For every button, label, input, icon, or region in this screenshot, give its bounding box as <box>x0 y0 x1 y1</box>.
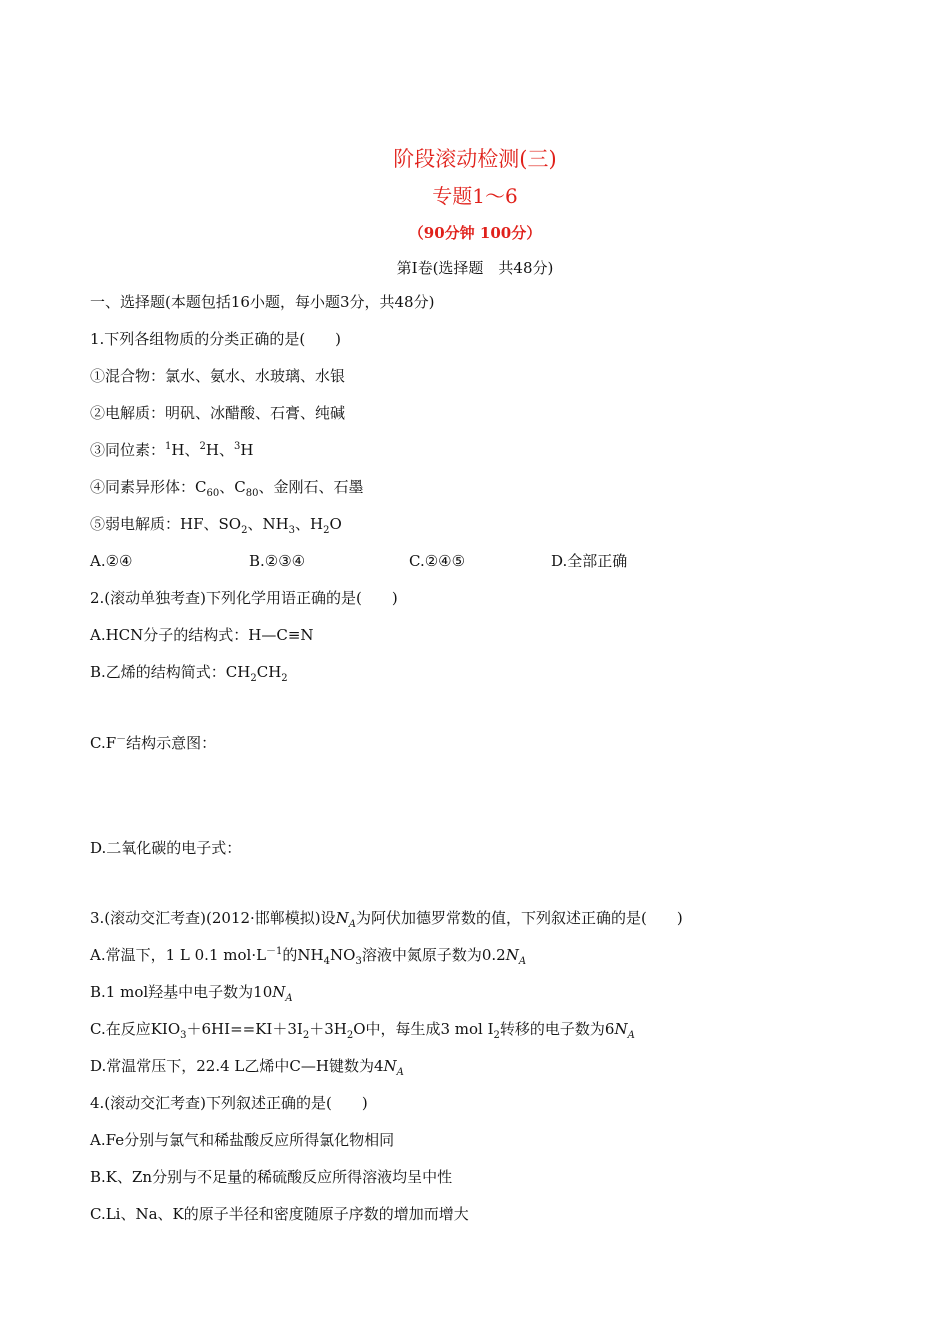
question-3-option-d: D.常温常压下，22.4 L乙烯中C—H键数为$4N_A$ <box>90 1057 404 1078</box>
question-2-option-d: D.二氧化碳的电子式： <box>90 839 242 857</box>
time-score: （90分钟 100分） <box>408 224 542 242</box>
question-1-item-3: ③同位素：$^1$H、$^2$H、$^3$H <box>90 441 254 459</box>
question-1-option-a: A.②④ <box>90 552 133 570</box>
question-2-option-c: C.F－结构示意图： <box>90 734 217 752</box>
question-3-option-c: C.在反应$KIO_3+6HI==KI+3I_2+3H_2O$中，每生成3 mol $I_2$转移的电子数为$6N_A$ <box>90 1020 635 1041</box>
question-1-item-2: ②电解质：明矾、冰醋酸、石膏、纯碱 <box>90 404 346 422</box>
question-1-item-4: ④同素异形体：$C_{60}$、$C_{80}$、金刚石、石墨 <box>90 478 364 499</box>
question-2-option-a: A.HCN分子的结构式：H—C≡N <box>90 626 314 644</box>
question-4-stem: 4.(滚动交汇考查)下列叙述正确的是( ) <box>90 1094 368 1112</box>
question-1-option-d: D.全部正确 <box>551 552 628 570</box>
question-3-option-b: B.1 mol羟基中电子数为$10N_A$ <box>90 983 293 1004</box>
question-1-item-5: ⑤弱电解质：HF、$SO_2$、$NH_3$、$H_2O$ <box>90 515 342 536</box>
question-3-option-a: A.常温下，1 L 0.1 $mol\cdot L^{-1}$的$NH_4NO_3$溶液中氮原子数为$0.2N_A$ <box>90 946 527 967</box>
question-3-stem: 3.(滚动交汇考查)(2012·邯郸模拟)设$N_A$为阿伏加德罗常数的值，下列叙述正确的是( ) <box>90 909 683 930</box>
page-subtitle: 专题1～6 <box>432 184 518 208</box>
question-4-option-b: B.K、Zn分别与不足量的稀硫酸反应所得溶液均呈中性 <box>90 1168 453 1186</box>
question-1-item-1: ①混合物：氯水、氨水、水玻璃、水银 <box>90 367 346 385</box>
question-4-option-c: C.Li、Na、K的原子半径和密度随原子序数的增加而增大 <box>90 1205 469 1223</box>
volume-heading: 第Ⅰ卷(选择题 共48分) <box>396 259 554 277</box>
question-4-option-a: A.Fe分别与氯气和稀盐酸反应所得氯化物相同 <box>90 1131 395 1149</box>
question-2-option-b: B.乙烯的结构简式：$CH_2CH_2$ <box>90 663 288 684</box>
section-heading: 一、选择题(本题包括16小题，每小题3分，共48分) <box>90 293 435 311</box>
question-1-stem: 1.下列各组物质的分类正确的是( ) <box>90 330 342 348</box>
question-2-stem: 2.(滚动单独考查)下列化学用语正确的是( ) <box>90 589 398 607</box>
page-title: 阶段滚动检测(三) <box>393 147 557 171</box>
question-1-option-c: C.②④⑤ <box>409 552 466 570</box>
question-1-option-b: B.②③④ <box>249 552 306 570</box>
